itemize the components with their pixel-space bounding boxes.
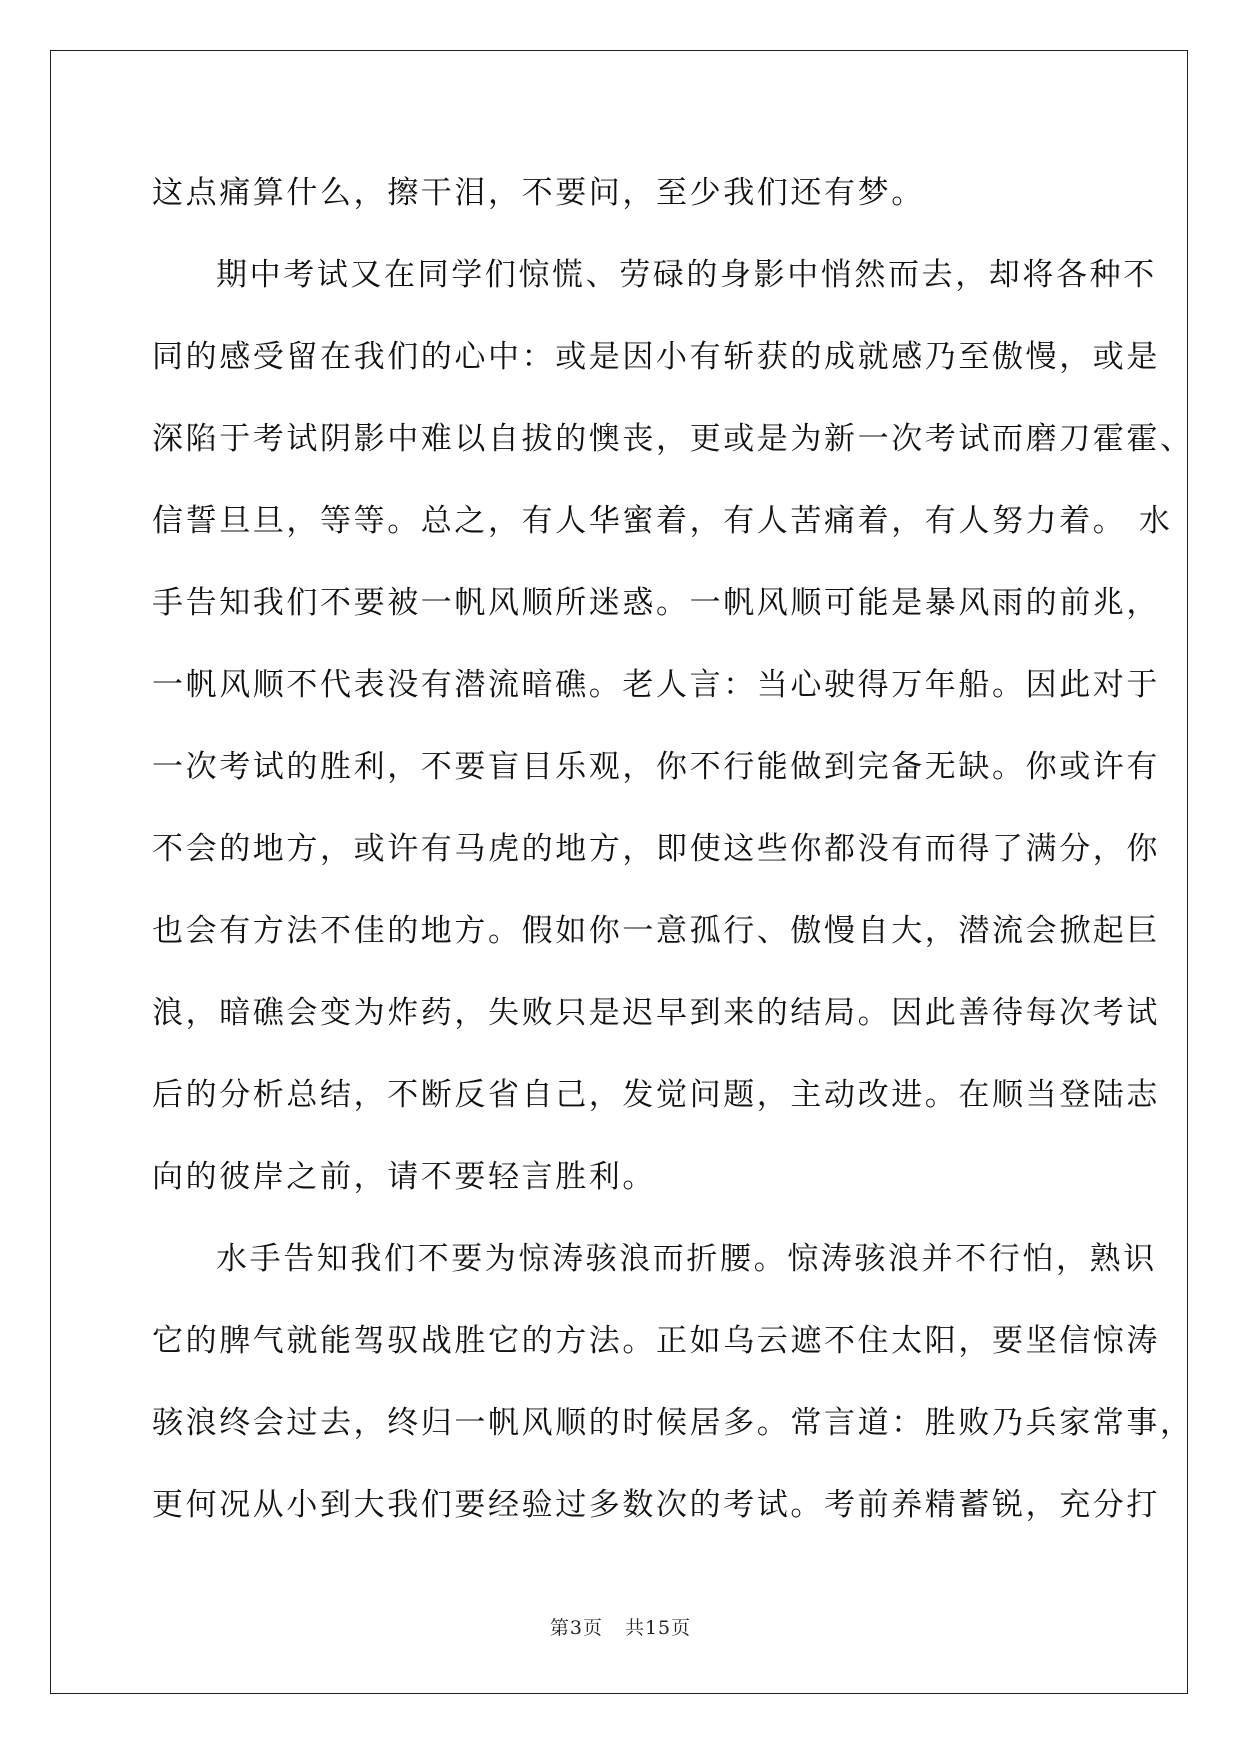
page-total: 共15页 bbox=[624, 1617, 692, 1639]
text-line: 手告知我们不要被一帆风顺所迷惑。一帆风顺可能是暴风雨的前兆， bbox=[152, 585, 1160, 621]
text-line: 一帆风顺不代表没有潜流暗礁。老人言：当心驶得万年船。因此对于 bbox=[152, 667, 1160, 703]
text-line: 骇浪终会过去，终归一帆风顺的时候居多。常言道：胜败乃兵家常事， bbox=[152, 1405, 1194, 1441]
text-line: 这点痛算什么，擦干泪，不要问，至少我们还有梦。 bbox=[152, 175, 925, 211]
document-body bbox=[152, 166, 1194, 1560]
text-line: 一次考试的胜利，不要盲目乐观，你不行能做到完备无缺。你或许有 bbox=[152, 749, 1160, 785]
text-line: 更何况从小到大我们要经验过多数次的考试。考前养精蓄锐，充分打 bbox=[152, 1487, 1160, 1523]
text-line: 浪，暗礁会变为炸药，失败只是迟早到来的结局。因此善待每次考试 bbox=[152, 995, 1160, 1031]
text-line: 向的彼岸之前，请不要轻言胜利。 bbox=[152, 1159, 656, 1195]
text-line: 信誓旦旦，等等。总之，有人华蜜着，有人苦痛着，有人努力着。 水 bbox=[152, 503, 1173, 539]
text-line: 也会有方法不佳的地方。假如你一意孤行、傲慢自大，潜流会掀起巨 bbox=[152, 913, 1160, 949]
page-footer bbox=[0, 1613, 1241, 1640]
text-line: 水手告知我们不要为惊涛骇浪而折腰。惊涛骇浪并不行怕，熟识 bbox=[216, 1241, 1157, 1277]
text-line: 不会的地方，或许有马虎的地方，即使这些你都没有而得了满分，你 bbox=[152, 831, 1160, 867]
text-line: 同的感受留在我们的心中：或是因小有斩获的成就感乃至傲慢，或是 bbox=[152, 339, 1160, 375]
text-line: 深陷于考试阴影中难以自拔的懊丧，更或是为新一次考试而磨刀霍霍、 bbox=[152, 421, 1194, 457]
text-line: 后的分析总结，不断反省自己，发觉问题，主动改进。在顺当登陆志 bbox=[152, 1077, 1160, 1113]
text-line: 它的脾气就能驾驭战胜它的方法。正如乌云遮不住太阳，要坚信惊涛 bbox=[152, 1323, 1160, 1359]
page-number: 第3页 bbox=[549, 1617, 603, 1639]
text-line: 期中考试又在同学们惊慌、劳碌的身影中悄然而去，却将各种不 bbox=[216, 257, 1157, 293]
